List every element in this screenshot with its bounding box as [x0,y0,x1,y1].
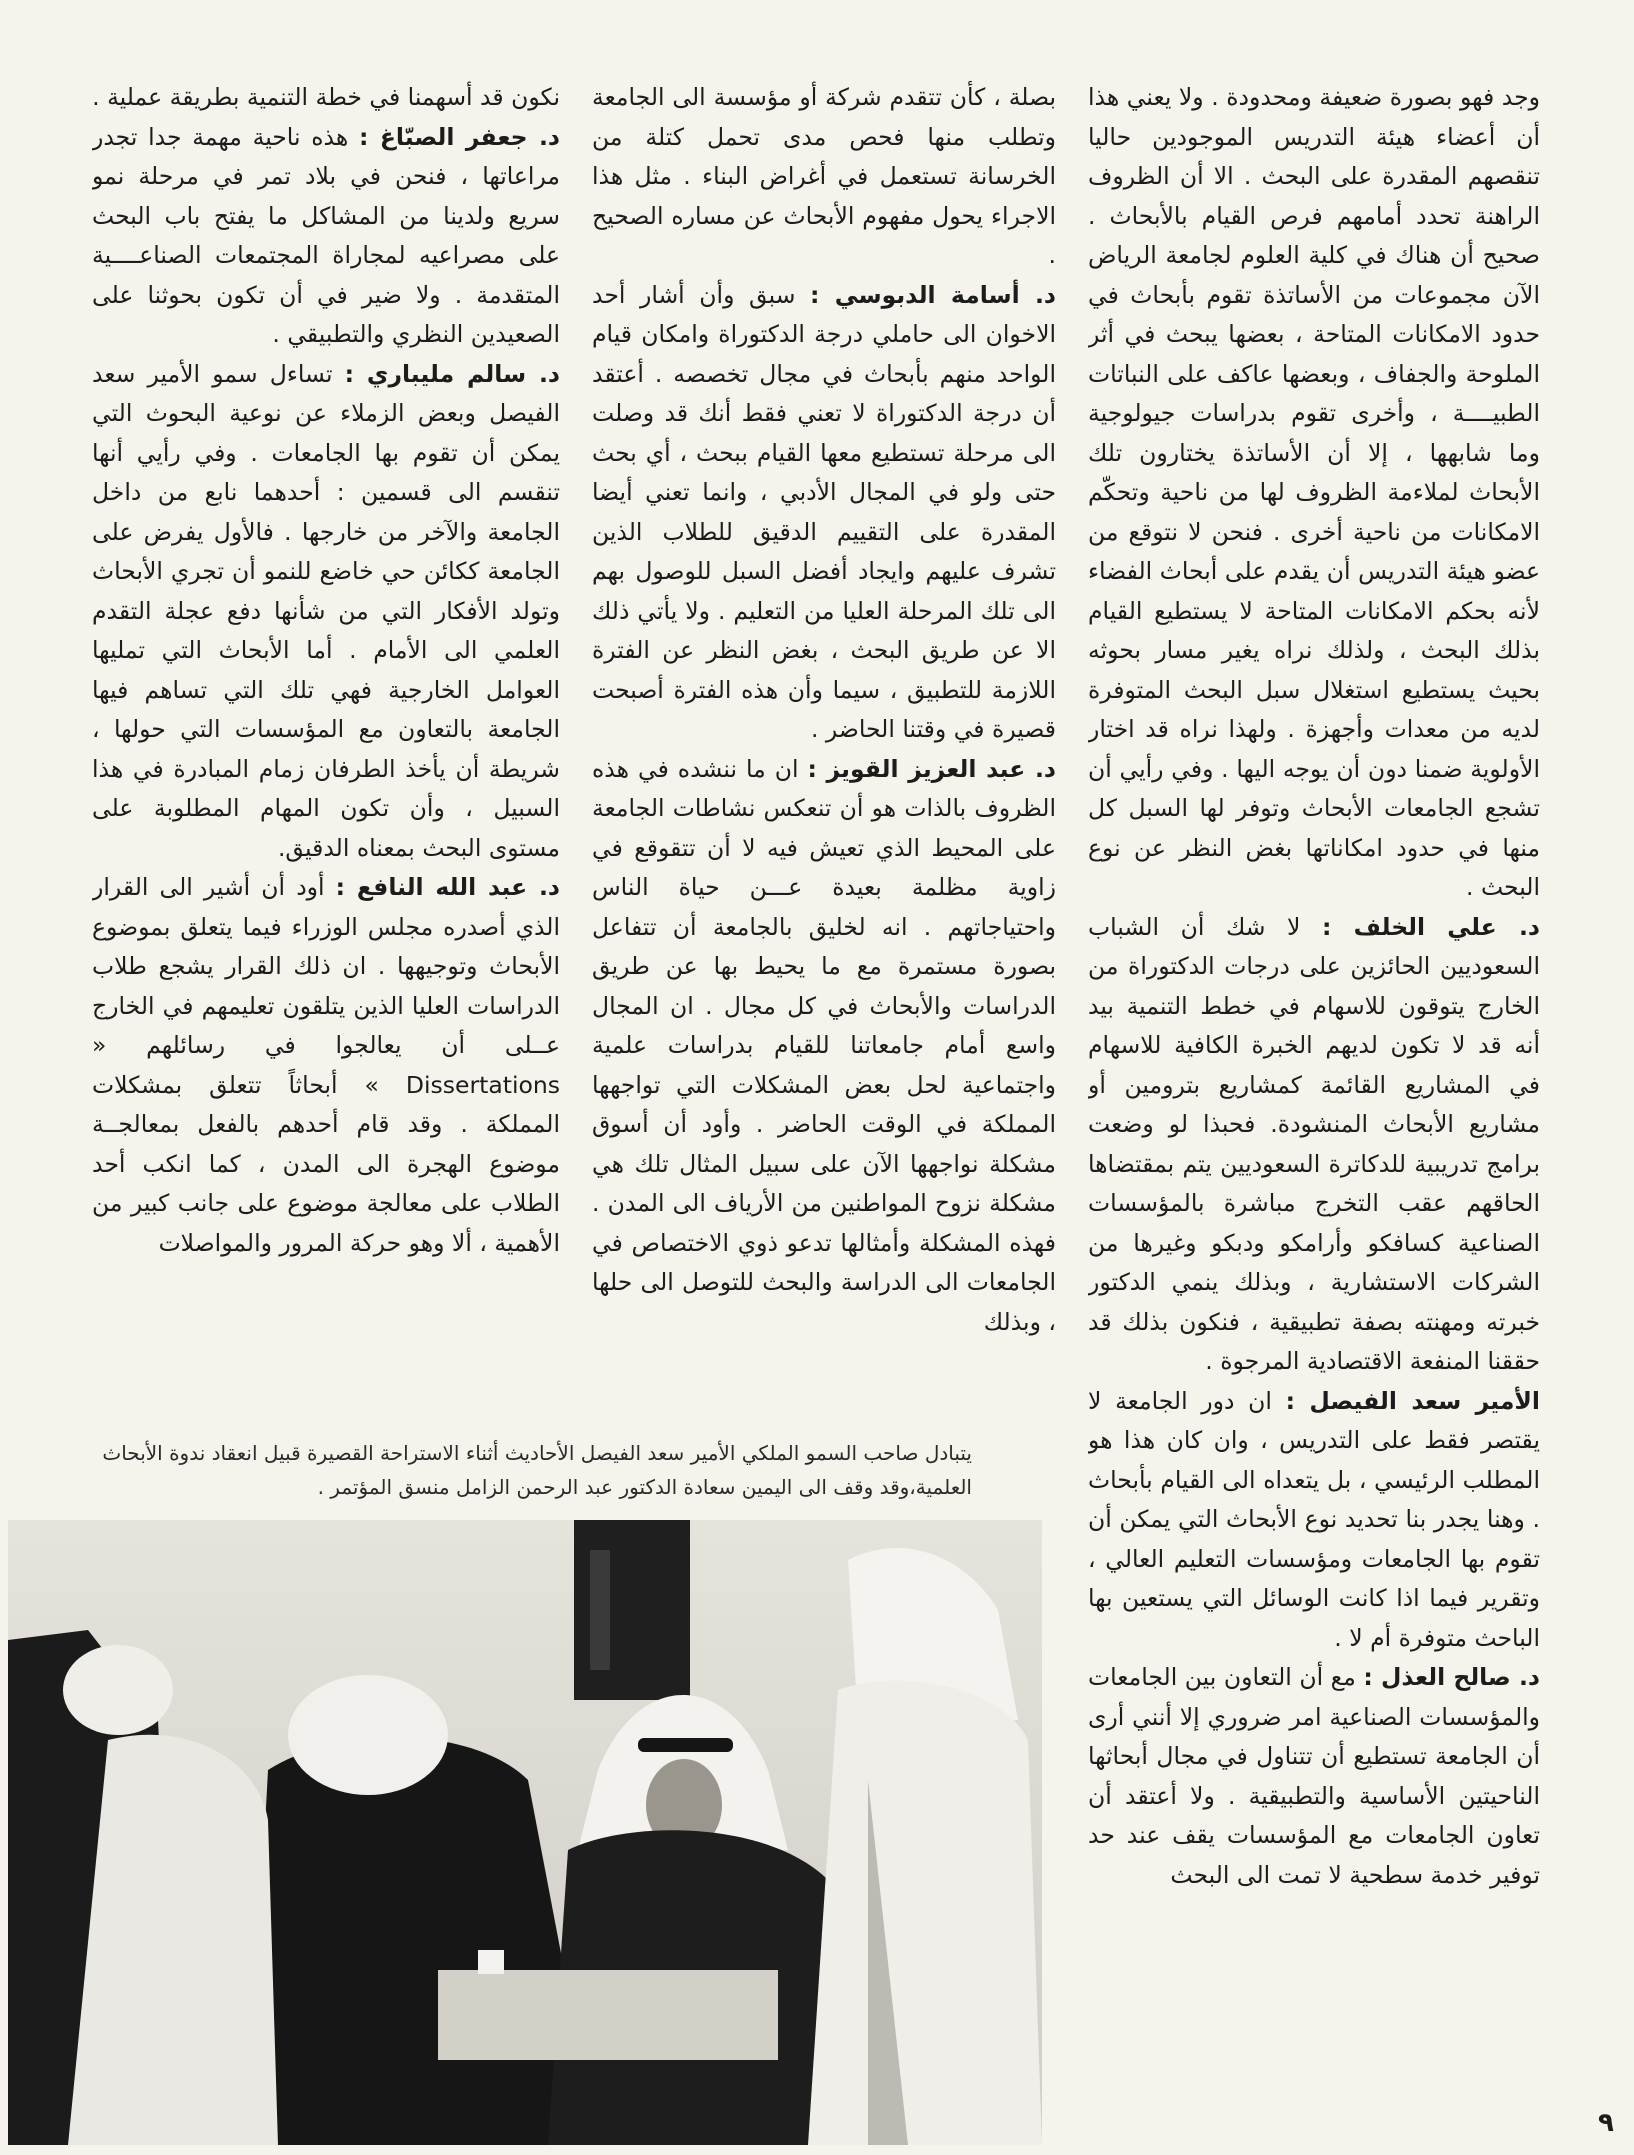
paragraph-text: تساءل سمو الأمير سعد الفيصل وبعض الزملاء عن نوعية البحوث التي يمكن أن تقوم بها الجامعات . وفي رأيي أنها تنقسم الى قسمين : أحدهما نابع من داخل الجامعة والآخر من خارجها . فالأول يفرض على الجامعة ككائن حي خاضع للنمو أن تجري الأبحاث وتولد الأفكار التي من شأنها دفع عجلة التقدم العلمي الى الأمام . أما الأبحاث التي تمليها العوامل الخارجية فهي تلك التي تساهم فيها الجامعة بالتعاون مع المؤسسات التي حولها ، شريطة أن يأخذ الطرفان زمام المبادرة في هذا السبيل ، وأن تكون المهام المطلوبة على مستوى البحث بمعناه الدقيق. [92,359,560,862]
paragraph [592,78,1056,276]
article-column-left [92,78,560,1438]
speaker-name: د. صالح العذل : [1363,1663,1540,1691]
paragraph [592,750,1056,1343]
paragraph-text: ان دور الجامعة لا يقتصر فقط على التدريس ، وان كان هذا هو المطلب الرئيسي ، بل يتعداه الى القيام بأبحاث . وهنا يجدر بنا تحديد نوع الأبحاث التي يمكن أن تقوم بها الجامعات ومؤسسات التعليم العالي ، وتقرير فيما اذا كانت الوسائل التي يستعين بها الباحث متوفرة أم لا . [1088,1386,1540,1652]
seminar-photo [8,1520,1042,2145]
paragraph-text: هذه ناحية مهمة جدا تجدر مراعاتها ، فنحن في بلاد تمر في مرحلة نمو سريع ولدينا من المشاكل ما يفتح باب البحث على مصراعيه لمجاراة المجتمعات الصناعــــية المتقدمة . ولا ضير في أن تكون بحوثنا على الصعيدين النظري والتطبيقي . [92,122,560,348]
speaker-name: د. علي الخلف : [1321,912,1540,941]
paragraph [92,868,560,1263]
paragraph [92,78,560,118]
paragraph-text: وجد فهو بصورة ضعيفة ومحدودة . ولا يعني هذا أن أعضاء هيئة التدريس الموجودين حاليا تنقصهم المقدرة على البحث . الا أن الظروف الراهنة تحدد أمامهم فرص القيام بالأبحاث . صحيح أن هناك في كلية العلوم لجامعة الرياض الآن مجموعات من الأساتذة تقوم بأبحاث في حدود الامكانات المتاحة ، بعضها يبحث في أثر الملوحة والجفاف ، وبعضها عاكف على النباتات الطبيــــة ، وأخرى تقوم بدراسات جيولوجية وما شابهها ، إلا أن الأساتذة يختارون تلك الأبحاث لملاءمة الظروف لها من ناحية وتحكّم الامكانات من ناحية أخرى . فنحن لا نتوقع من عضو هيئة التدريس أن يقدم على أبحاث الفضاء لأنه بحكم الامكانات المتاحة لا يستطيع القيام بذلك البحث ، ولذلك نراه يغير مسار بحوثه بحيث يستطيع استغلال سبل البحث المتوفرة لديه من معدات وأجهزة . ولهذا نراه قد اختار الأولوية ضمنا دون أن يوجه اليها . وفي رأيي أن تشجع الجامعات الأبحاث وتوفر لها السبل كل منها في حدود امكاناتها بغض النظر عن نوع البحث . [1088,83,1540,901]
figure-seated-ghutra [288,1675,448,1795]
paragraph-text: أود أن أشير الى القرار الذي أصدره مجلس الوزراء فيما يتعلق بموضوع الأبحاث وتوجيهها . ان ذلك القرار يشجع طلاب الدراسات العليا الذين يتلقون تعليمهم في الخارج عــلى أن يعالجوا في رسائلهم « Dissertations » أبحاثاً تتعلق بمشكلات المملكة . وقد قام أحدهم بالفعل بمعالجــة موضوع الهجرة الى المدن ، كما انكب أحد الطلاب على معالجة موضوع على جانب كبير من الأهمية ، ألا وهو حركة المرور والمواصلات [92,873,560,1257]
doorway-panel [590,1550,610,1670]
speaker-name: الأمير سعد الفيصل : [1285,1386,1540,1415]
paragraph-text: بصلة ، كأن تتقدم شركة أو مؤسسة الى الجامعة وتطلب منها فحص مدى تحمل كتلة من الخرسانة تستعمل في أغراض البناء . مثل هذا الاجراء يحول مفهوم الأبحاث عن مساره الصحيح . [592,83,1056,269]
page-number: ٩ [1598,2108,1614,2138]
speaker-name: د. عبد العزيز القويز : [807,754,1056,783]
speaker-name: د. عبد الله النافع : [335,873,560,901]
paragraph [92,118,560,355]
paragraph-text: سبق وأن أشار أحد الاخوان الى حاملي درجة الدكتوراة وامكان قيام الواحد منهم بأبحاث في مجال تخصصه . أعتقد أن درجة الدكتوراة لا تعني فقط أنك قد وصلت الى مرحلة تستطيع معها القيام ببحث ، أي بحث حتى ولو في المجال الأدبي ، وانما تعني أيضا المقدرة على التقييم الدقيق للطلاب الذين تشرف عليهم وايجاد أفضل السبل للوصول بهم الى تلك المرحلة العليا من التعليم . ولا يأتي ذلك الا عن طريق البحث ، بغض النظر عن الفترة اللازمة للتطبيق ، سيما وأن هذه الفترة أصبحت قصيرة في وقتنا الحاضر . [592,280,1056,743]
paragraph [1088,908,1540,1382]
paragraph-text: مع أن التعاون بين الجامعات والمؤسسات الصناعية امر ضروري إلا أنني أرى أن الجامعة تستطيع أن تتناول في مجال أبحاثها الناحيتين الأساسية والتطبيقية . ولا أعتقد أن تعاون الجامعات مع المؤسسات يقف عند حد توفير خدمة سطحية لا تمت الى البحث [1088,1663,1540,1889]
speaker-name: د. جعفر الصبّاغ : [359,122,560,151]
paragraph [1088,78,1540,908]
article-column-right [1088,78,1540,2088]
paragraph [1088,1658,1540,1895]
paragraph-text: لا شك أن الشباب السعوديين الحائزين على درجات الدكتوراة من الخارج يتوقون للاسهام في خطط التنمية بيد أنه قد لا تكون لديهم الخبرة الكافية للاسهام في المشاريع القائمة كمشاريع بترومين أو مشاريع الأبحاث المنشودة. فحبذا لو وضعت برامج تدريبية للدكاترة السعوديين يتم بمقتضاها الحاقهم عقب التخرج مباشرة بالمؤسسات الصناعية كسافكو وأرامكو ودبكو وغيرها من الشركات الاستشارية ، وبذلك ينمي الدكتور خبرته ومهنته بصفة تطبيقية ، فنكون بذلك قد حققنا المنفعة الاقتصادية المرجوة . [1088,912,1540,1375]
figure-right-robe [808,1681,1042,2145]
photo-caption: يتبادل صاحب السمو الملكي الأمير سعد الفيصل الأحاديث أثناء الاستراحة القصيرة قبيل انعقاد ندوة الأبحاث العلمية،وقد وقف الى اليمين سعادة الدكتور عبد الرحمن الزامل منسق المؤتمر . [102,1441,972,1499]
paragraph [1088,1382,1540,1659]
paragraph-text: ان ما ننشده في هذه الظروف بالذات هو أن تنعكس نشاطات الجامعة على المحيط الذي تعيش فيه لا أن تتقوقع في زاوية مظلمة بعيدة عـــن حياة الناس واحتياجاتهم . انه لخليق بالجامعة أن تتفاعل بصورة مستمرة مع ما يحيط بها عن طريق الدراسات والأبحاث في كل مجال . ان المجال واسع أمام جامعاتنا للقيام بدراسات علمية واجتماعية لحل بعض المشكلات التي تواجهها المملكة في الوقت الحاضر . وأود أن أسوق مشكلة نواجهها الآن على سبيل المثال تلك هي مشكلة نزوح المواطنين من الأرياف الى المدن . فهذه المشكلة وأمثالها تدعو ذوي الاختصاص في الجامعات الى الدراسة والبحث للتوصل الى حلها ، وبذلك [592,754,1056,1336]
figure-left-ghutra [63,1645,173,1735]
table-cup [478,1950,504,1974]
paragraph-text: نكون قد أسهمنا في خطة التنمية بطريقة عملية . [92,83,560,111]
speaker-name: د. سالم مليباري : [344,359,560,388]
table [438,1970,778,2060]
article-column-middle [592,78,1056,1438]
paragraph [92,355,560,869]
paragraph [592,276,1056,750]
speaker-name: د. أسامة الدبوسي : [810,280,1056,309]
figure-seated-robe [248,1737,568,2145]
figure-center-agal [638,1738,733,1752]
